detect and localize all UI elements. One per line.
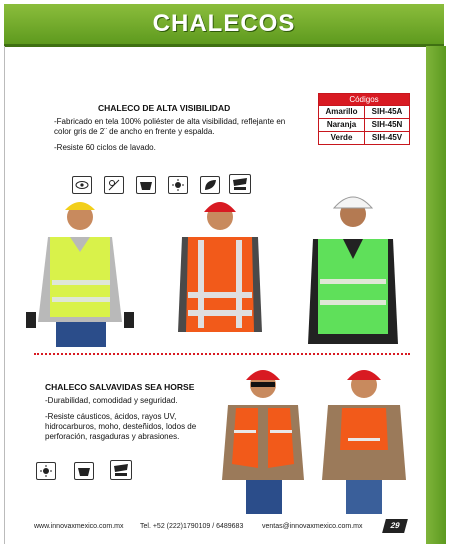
right-green-bar [426,46,446,544]
orange-vest-photo [170,192,270,352]
washable-icon [74,462,94,480]
page-number: 29 [382,519,408,533]
life-vest-front-photo [218,360,308,516]
yellow-vest-photo [20,192,140,352]
hecho-en-mexico-icon [229,174,251,194]
codes-header: Códigos [319,94,409,105]
product2-title: CHALECO SALVAVIDAS SEA HORSE [45,382,195,392]
product1-desc-line: -Fabricado en tela 100% poliéster de alta visibilidad, reflejante en color gris de 2¨ de ancho en frente y espalda. [54,117,286,136]
product1-desc-line: -Resiste 60 ciclos de lavado. [54,143,156,152]
codes-row [319,105,409,118]
page-header [4,4,444,47]
life-vest-back-photo [318,360,410,516]
green-vest-photo [298,184,408,352]
codes-table [318,93,410,145]
codes-row [319,131,409,144]
codes-code: SIH-45N [371,120,403,129]
product2-desc-line: -Resiste cáusticos, ácidos, rayos UV, hidrocarburos, moho, desteñidos, lodos de perforación, rasgaduras y abrasiones. [45,412,197,441]
codes-row [319,118,409,131]
codes-color: Amarillo [319,106,365,118]
codes-color: Naranja [319,119,365,131]
footer-email[interactable]: ventas@innovaxmexico.com.mx [262,523,363,530]
product1-description [54,117,290,159]
product1-title: CHALECO DE ALTA VISIBILIDAD [98,103,231,113]
product2-description [45,396,211,448]
section-divider [34,353,410,355]
codes-code: SIH-45V [371,133,403,142]
left-border [4,46,5,544]
product2-desc-line: -Durabilidad, comodidad y seguridad. [45,396,178,405]
hecho-en-mexico-icon [110,460,132,480]
codes-color: Verde [319,132,365,144]
flame-icon [36,462,56,480]
codes-code: SIH-45A [371,107,403,116]
page-title: CHALECOS [152,10,296,37]
footer-website[interactable]: www.innovaxmexico.com.mx [34,523,124,530]
footer-phone: Tel. +52 (222)1790109 / 6489683 [140,523,244,530]
